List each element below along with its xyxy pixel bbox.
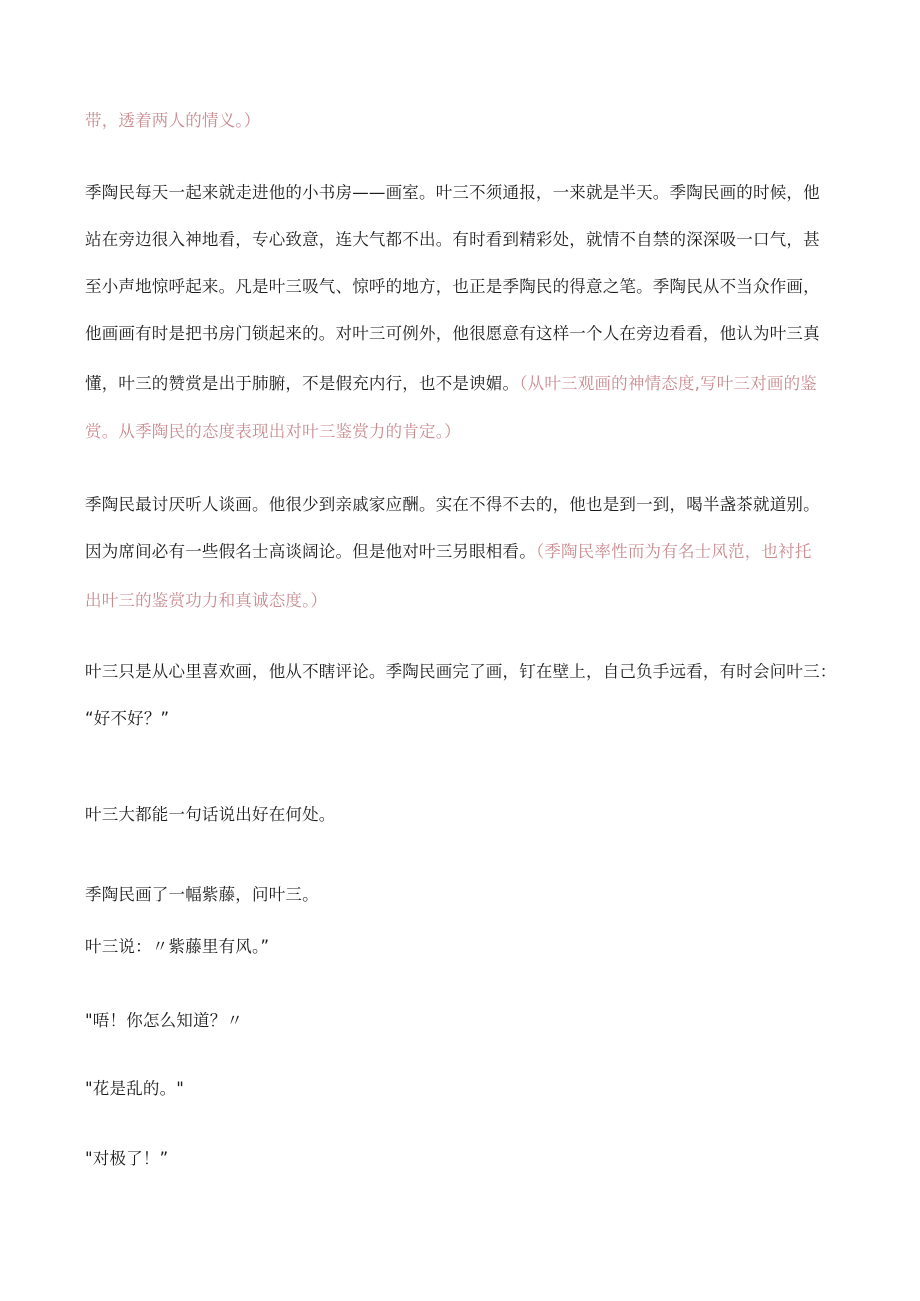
paragraph-line: 至小声地惊呼起来。凡是叶三吸气、惊呼的地方，也正是季陶民的得意之笔。季陶民从不当众作画， [85,277,820,296]
dialogue-line: "花是乱的。" [85,1079,185,1098]
annotation-line: 带，透着两人的情义。） [85,111,261,130]
annotation-text: （季陶民率性而为有名士风范，也衬托 [535,542,812,561]
paragraph-line [85,540,845,564]
dialogue-line: "对极了！” [85,1149,169,1168]
paragraph-line: “好不好？” [85,709,170,728]
paragraph-line: 季陶民每天一起来就走进他的小书房——画室。叶三不须通报，一来就是半天。季陶民画的时候，他 [85,183,820,202]
paragraph-text: 因为席间必有一些假名士高谈阔论。但是他对叶三另眼相看。 [85,542,536,561]
paragraph-text: 懂，叶三的赞赏是出于肺腑，不是假充内行，也不是谀媚。 [85,374,520,393]
paragraph-line: 叶三大都能一句话说出好在何处。 [85,805,336,824]
annotation-text: （从叶三观画的神情态度,写叶三对画的鉴 [519,374,817,393]
paragraph-line: 季陶民最讨厌听人谈画。他很少到亲戚家应酬。实在不得不去的，他也是到一到，喝半盏茶就道别。 [85,495,820,514]
dialogue-line: 叶三说：〃紫藤里有风。” [85,937,270,956]
paragraph-line: 他画画有时是把书房门锁起来的。对叶三可例外，他很愿意有这样一个人在旁边看看，他认为叶三真 [85,324,820,343]
paragraph-line: 季陶民画了一幅紫藤，问叶三。 [85,885,319,904]
paragraph-line: 叶三只是从心里喜欢画，他从不瞎评论。季陶民画完了画，钉在壁上，自己负手远看，有时会问叶三： [85,662,837,681]
paragraph-line: 站在旁边很入神地看，专心致意，连大气都不出。有时看到精彩处，就情不自禁的深深吸一口气，甚 [85,230,820,249]
dialogue-line: "唔！你怎么知道？〃 [85,1011,244,1030]
annotation-line: 赏。从季陶民的态度表现出对叶三鉴赏力的肯定。） [85,422,461,441]
annotation-line: 出叶三的鉴赏功力和真诚态度。） [85,591,328,610]
paragraph-line [85,372,845,396]
